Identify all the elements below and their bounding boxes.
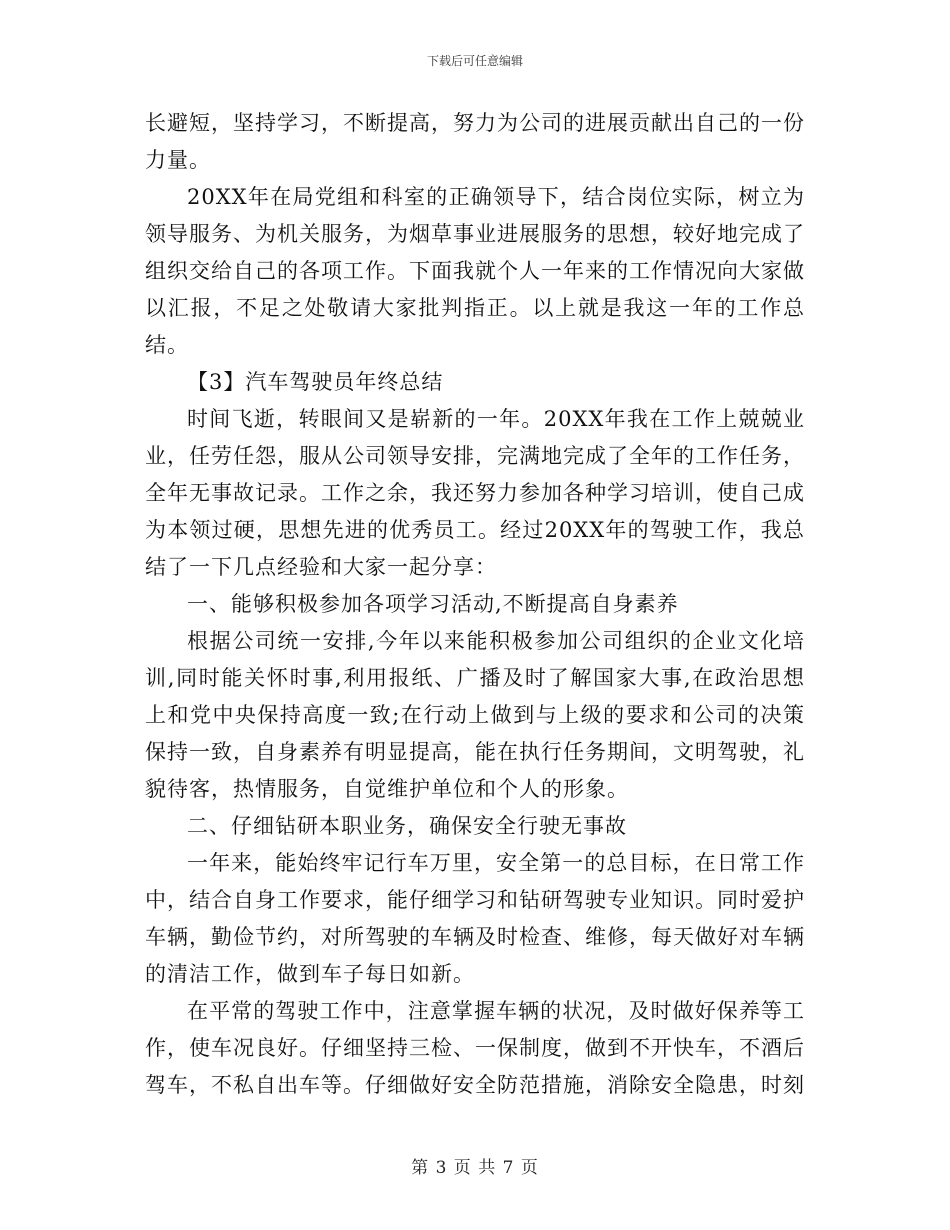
page-number: 第 3 页 共 7 页 bbox=[411, 1158, 539, 1178]
paragraph: 20XX年在局党组和科室的正确领导下，结合岗位实际，树立为领导服务、为机关服务，为烟草事业进展服务的思想，较好地完成了组织交给自己的各项工作。下面我就个人一年来的工作情况向大家做以汇报，不足之处敬请大家批判指正。以上就是我这一年的工作总结。 bbox=[145, 185, 805, 357]
paragraph: 在平常的驾驶工作中，注意掌握车辆的状况，及时做好保养等工作，使车况良好。仔细坚持三检、一保制度，做到不开快车，不酒后驾车，不私自出车等。仔细做好安全防范措施，消除安全隐患，时刻 bbox=[145, 999, 805, 1097]
paragraph: 长避短，坚持学习，不断提高，努力为公司的进展贡献出自己的一份力量。 bbox=[145, 111, 805, 172]
document-body bbox=[145, 105, 805, 1104]
subheading: 二、仔细钻研本职业务，确保安全行驶无事故 bbox=[187, 814, 627, 838]
section-heading: 【3】汽车驾驶员年终总结 bbox=[187, 370, 444, 394]
subheading: 一、能够积极参加各项学习活动,不断提高自身素养 bbox=[187, 592, 679, 616]
page-header: 下载后可任意编辑 bbox=[426, 54, 523, 68]
paragraph: 一年来，能始终牢记行车万里，安全第一的总目标，在日常工作中，结合自身工作要求，能仔细学习和钻研驾驶专业知识。同时爱护车辆，勤俭节约，对所驾驶的车辆及时检查、维修，每天做好对车辆的清洁工作，做到车子每日如新。 bbox=[145, 851, 805, 986]
paragraph: 时间飞逝，转眼间又是崭新的一年。20XX年我在工作上兢兢业业，任劳任怨，服从公司领导安排，完满地完成了全年的工作任务，全年无事故记录。工作之余，我还努力参加各种学习培训，使自己成为本领过硬，思想先进的优秀员工。经过20XX年的驾驶工作，我总结了一下几点经验和大家一起分享： bbox=[145, 407, 805, 579]
paragraph: 根据公司统一安排,今年以来能积极参加公司组织的企业文化培训,同时能关怀时事,利用报纸、广播及时了解国家大事,在政治思想上和党中央保持高度一致;在行动上做到与上级的要求和公司的决策保持一致，自身素养有明显提高，能在执行任务期间，文明驾驶，礼貌待客，热情服务，自觉维护单位和个人的形象。 bbox=[145, 629, 805, 801]
